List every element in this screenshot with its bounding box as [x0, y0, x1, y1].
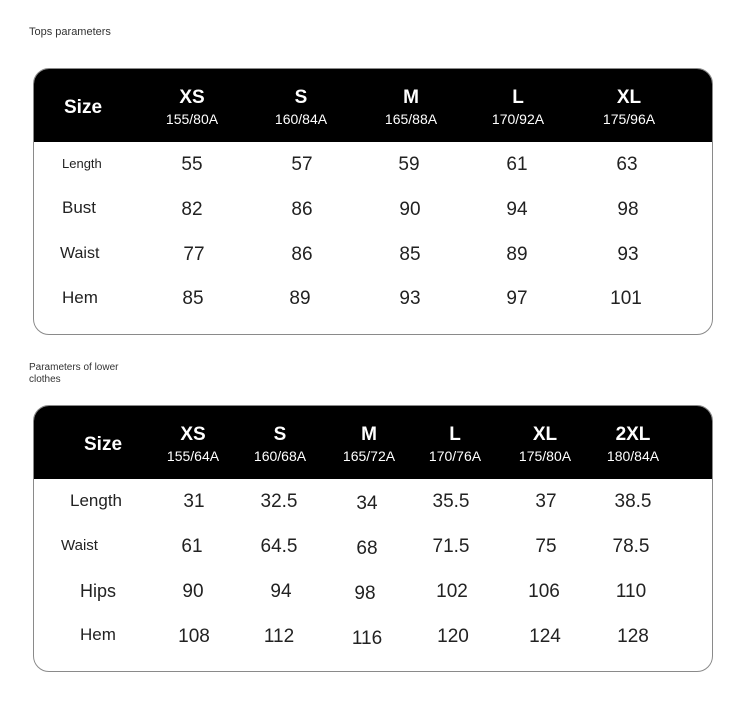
table-cell: 31 [183, 491, 205, 512]
table-cell: 112 [263, 626, 295, 647]
table-cell: 90 [182, 581, 204, 602]
table-cell: 98 [617, 199, 639, 220]
table-cell: 124 [529, 626, 561, 647]
column-header-xs [147, 87, 237, 128]
size-code: 180/84A [606, 448, 660, 464]
size-code: 155/80A [165, 111, 219, 127]
size-code: 175/96A [602, 111, 656, 127]
table-cell: 89 [289, 288, 311, 309]
column-header-xl [584, 87, 674, 128]
lower-caption: Parameters of lower clothes [29, 362, 119, 385]
table-cell: 59 [398, 154, 420, 175]
table-cell: 75 [535, 536, 557, 557]
tops-caption: Tops parameters [29, 26, 111, 38]
table-cell: 89 [506, 244, 528, 265]
table-cell: 82 [181, 199, 203, 220]
table-cell: 85 [182, 288, 204, 309]
table-cell: 120 [437, 626, 469, 647]
size-code: 170/76A [428, 448, 482, 464]
table-cell: 55 [181, 154, 203, 175]
row-label-waist: Waist [61, 537, 98, 554]
size-header-label: Size [84, 434, 123, 455]
table-cell: 93 [399, 288, 421, 309]
table-cell: 64.5 [260, 536, 298, 557]
table-cell: 85 [399, 244, 421, 265]
lower-table-header [34, 406, 712, 479]
row-label-hips: Hips [80, 581, 117, 601]
table-cell: 37 [535, 491, 557, 512]
size-code: 170/92A [491, 111, 545, 127]
table-cell: 94 [270, 581, 292, 602]
lower-size-table [33, 405, 713, 672]
table-cell: 86 [291, 244, 313, 265]
row-label-hem: Hem [62, 288, 98, 307]
table-cell: 71.5 [432, 536, 470, 557]
table-cell: 86 [291, 199, 313, 220]
column-header-m [324, 424, 414, 465]
table-cell: 128 [617, 626, 649, 647]
size-name: M [403, 87, 419, 108]
table-cell: 61 [506, 154, 528, 175]
table-cell: 38.5 [614, 491, 652, 512]
size-name: M [361, 424, 377, 445]
table-cell: 97 [506, 288, 528, 309]
table-cell: 94 [506, 199, 528, 220]
size-name: L [449, 424, 461, 445]
column-header-s [256, 87, 346, 128]
table-cell: 57 [291, 154, 313, 175]
table-cell: 116 [351, 628, 383, 649]
size-code: 165/72A [342, 448, 396, 464]
table-cell: 93 [617, 244, 639, 265]
column-header-xl [500, 424, 590, 465]
size-name: S [294, 87, 308, 108]
table-cell: 108 [178, 626, 210, 647]
table-cell: 106 [528, 581, 560, 602]
size-name: XL [532, 424, 558, 445]
row-label-hem: Hem [80, 625, 116, 644]
table-cell: 63 [616, 154, 638, 175]
table-cell: 101 [610, 288, 642, 309]
size-name: S [273, 424, 287, 445]
table-cell: 35.5 [432, 491, 470, 512]
size-name: XS [179, 87, 205, 108]
table-cell: 68 [356, 538, 378, 559]
size-code: 155/64A [166, 448, 220, 464]
column-header-l [473, 87, 563, 128]
size-name: XS [180, 424, 206, 445]
table-cell: 98 [354, 583, 376, 604]
table-cell: 78.5 [612, 536, 650, 557]
column-header-2xl [588, 424, 678, 465]
size-code: 165/88A [384, 111, 438, 127]
tops-table-header [34, 69, 712, 142]
column-header-s [235, 424, 325, 465]
row-label-bust: Bust [62, 198, 97, 217]
row-label-length: Length [62, 156, 102, 171]
tops-size-table [33, 68, 713, 335]
size-name: L [512, 87, 524, 108]
table-cell: 34 [356, 493, 378, 514]
table-cell: 102 [436, 581, 468, 602]
size-name: XL [616, 87, 642, 108]
size-name: 2XL [615, 424, 651, 445]
table-cell: 110 [615, 581, 647, 602]
table-cell: 77 [183, 244, 205, 265]
size-code: 160/68A [253, 448, 307, 464]
row-label-waist: Waist [60, 245, 100, 262]
column-header-l [410, 424, 500, 465]
table-cell: 61 [181, 536, 203, 557]
column-header-xs [148, 424, 238, 465]
table-cell: 90 [399, 199, 421, 220]
column-header-m [366, 87, 456, 128]
size-header-label: Size [64, 97, 103, 118]
table-cell: 32.5 [260, 491, 298, 512]
size-code: 160/84A [274, 111, 328, 127]
size-code: 175/80A [518, 448, 572, 464]
row-label-length: Length [70, 491, 122, 510]
